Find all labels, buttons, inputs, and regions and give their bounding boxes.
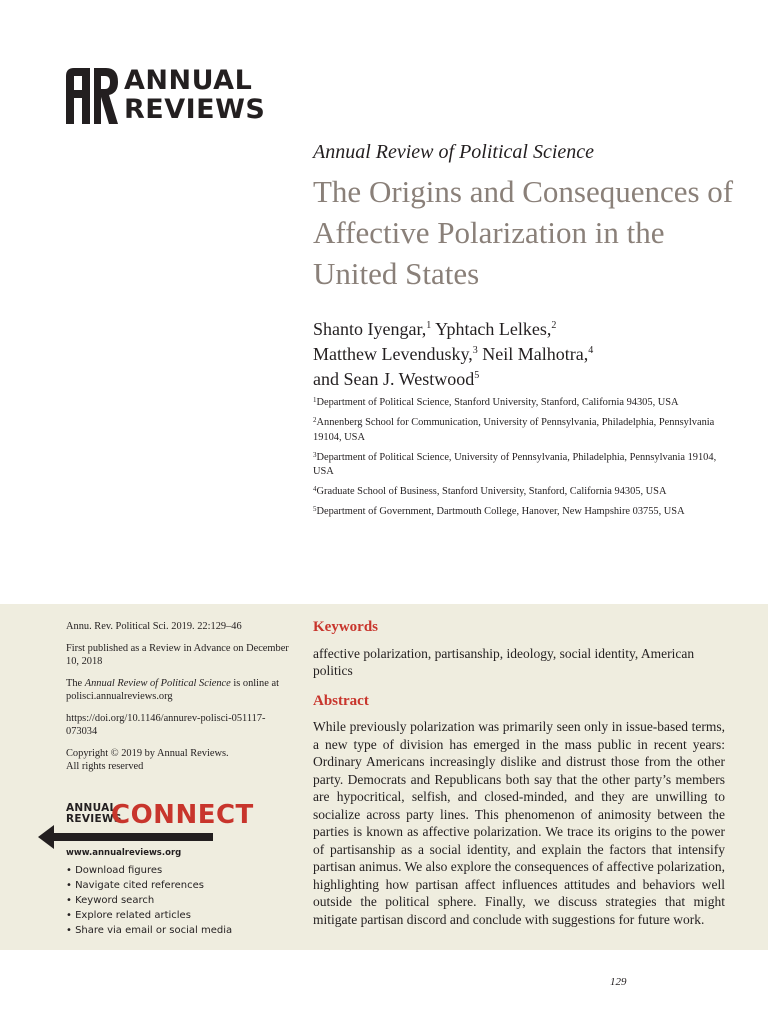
affiliation-text: Graduate School of Business, Stanford University, Stanford, California 94305, USA	[316, 486, 667, 497]
logo-line-annual: ANNUAL	[124, 65, 253, 96]
affiliation-text: Annenberg School for Communication, University of Pennsylvania, Philadelphia, Pennsylvania 19104, USA	[313, 417, 715, 443]
author-sup: 2	[551, 320, 557, 331]
author-name: Neil Malhotra,	[482, 344, 589, 364]
online-prefix: The	[66, 677, 85, 689]
connect-annual: ANNUAL	[66, 802, 117, 814]
list-item: • Keyword search	[66, 893, 232, 908]
keywords-text: affective polarization, partisanship, ideology, social identity, American politics	[313, 646, 695, 678]
copyright	[66, 747, 291, 774]
keywords-heading: Keywords	[313, 619, 378, 635]
author-sup: 1	[426, 320, 432, 331]
affiliation-sup: 2	[313, 416, 317, 424]
online-note	[66, 677, 291, 704]
annual-reviews-logo	[66, 65, 266, 125]
abstract-text: While previously polarization was primarily seen only in issue-based terms, a new type of division has emerged in the mass public in recent years: Ordinary Americans increasingly dislike and distrust those from the other party. Democrats and Republicans both say that the other party’s members are hypocritical, selfish, and closed-minded, and they are unwilling to socialize across party lines. This phenomenon of animosity between the parties is known as affective polarization. We trace its origins to the power of partisanship as a social identity, and explain the factors that intensify partisan animus. We also explore the consequences of affective polarization, highlighting how partisan affect influences attitudes and behaviors well outside the political sphere. Finally, we discuss strategies that might mitigate partisan discord and conclude with suggestions for future work.	[313, 719, 725, 927]
affiliation-text: Department of Government, Dartmouth College, Hanover, New Hampshire 03755, USA	[316, 506, 685, 517]
affiliation	[313, 413, 733, 445]
affiliation	[313, 393, 733, 411]
connect-url[interactable]: www.annualreviews.org	[66, 848, 182, 858]
copyright-text: Copyright © 2019 by Annual Reviews.	[66, 747, 229, 759]
affiliation	[313, 448, 733, 480]
affiliation-sup: 1	[313, 396, 317, 404]
online-suffix: is online at polisci.annualreviews.org	[66, 677, 279, 702]
author-sup: 3	[472, 345, 478, 356]
annual-reviews-connect[interactable]	[38, 800, 278, 943]
logo-line-reviews: REVIEWS	[124, 94, 266, 125]
affiliation-text: Department of Political Science, University of Pennsylvania, Philadelphia, Pennsylvania 19104, USA	[313, 451, 717, 477]
article-title: The Origins and Consequences of Affective Polarization in the United States	[313, 174, 734, 291]
affiliation	[313, 502, 733, 520]
citation: Annu. Rev. Political Sci. 2019. 22:129–46	[66, 621, 242, 632]
list-item: • Navigate cited references	[66, 878, 232, 893]
connect-word: CONNECT	[111, 800, 254, 830]
page-number: 129	[610, 976, 627, 988]
doi-link[interactable]: https://doi.org/10.1146/annurev-polisci-051117-073034	[66, 712, 266, 737]
affiliation-sup: 3	[313, 450, 317, 459]
online-journal: Annual Review of Political Science	[84, 677, 231, 689]
author-name: Matthew Levendusky,	[313, 344, 473, 364]
connect-feature-list	[66, 863, 232, 938]
author-list	[313, 315, 733, 390]
affiliation	[313, 482, 733, 500]
author-name: Shanto Iyengar,	[313, 319, 427, 339]
rights-text: All rights reserved	[66, 761, 144, 772]
affiliation-sup: 5	[313, 505, 317, 513]
abstract-heading: Abstract	[313, 693, 369, 709]
list-item: • Explore related articles	[66, 908, 232, 923]
left-arrow-icon	[38, 825, 213, 849]
list-item: • Download figures	[66, 863, 232, 878]
author-sup: 5	[474, 370, 480, 381]
article-info-sidebar	[66, 620, 291, 782]
connect-reviews: REVIEWS	[66, 813, 122, 825]
annual-reviews-logo-icon	[66, 68, 118, 124]
logo-wordmark	[124, 66, 265, 124]
affiliation-list	[313, 393, 733, 522]
affiliation-text: Department of Political Science, Stanford University, Stanford, California 94305, USA	[316, 397, 679, 408]
affiliation-sup: 4	[313, 485, 317, 493]
author-name: Yphtach Lelkes,	[435, 319, 552, 339]
journal-name: Annual Review of Political Science	[313, 141, 595, 163]
list-item: • Share via email or social media	[66, 923, 232, 938]
author-name: and Sean J. Westwood	[313, 369, 475, 389]
first-published: First published as a Review in Advance on December 10, 2018	[66, 642, 289, 667]
author-sup: 4	[588, 345, 594, 356]
